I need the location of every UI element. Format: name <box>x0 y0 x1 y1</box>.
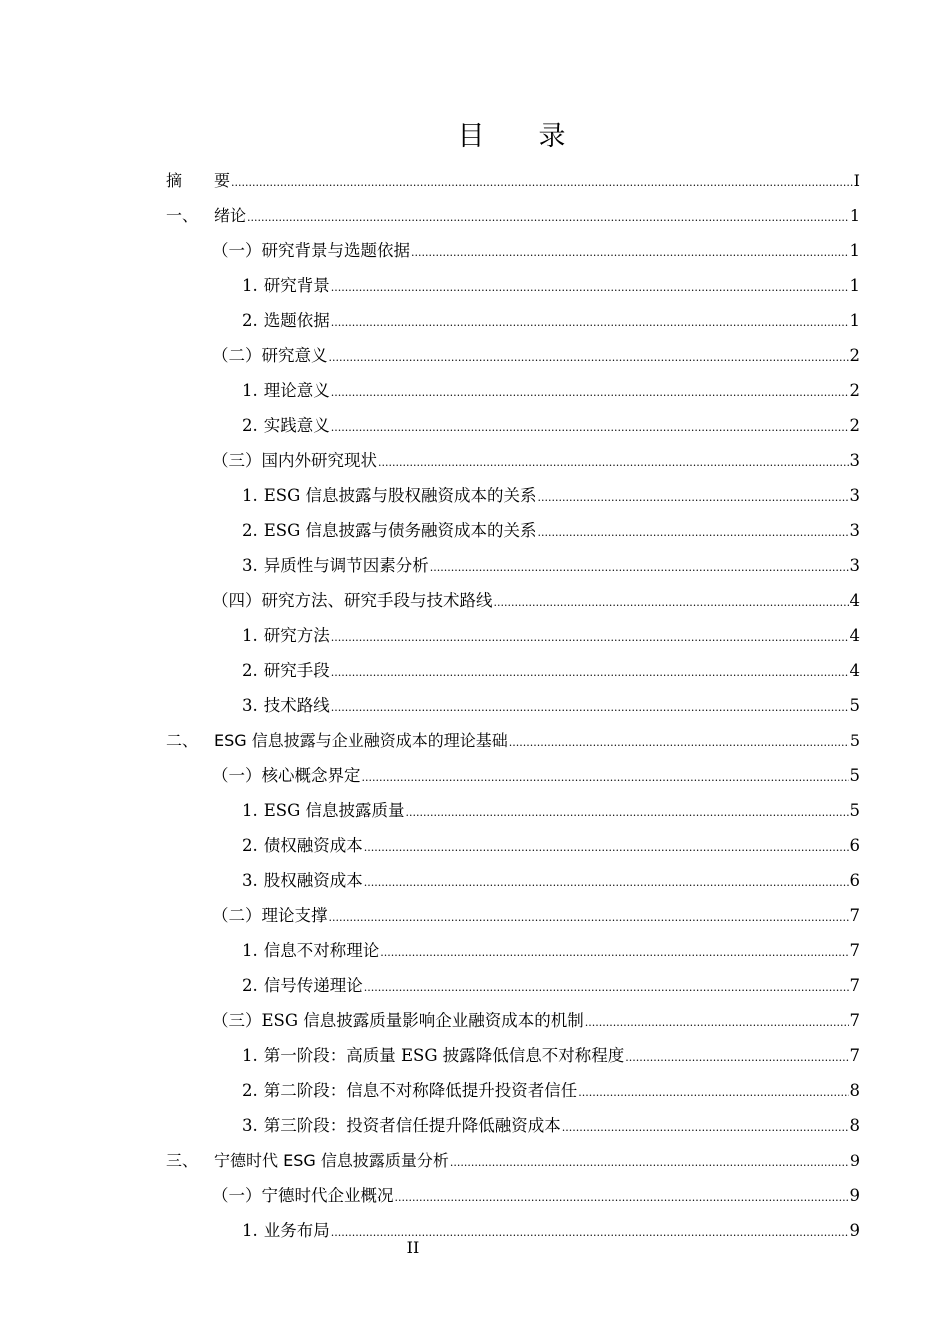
page-title-left: 目 <box>457 121 487 152</box>
toc-entry[interactable] <box>242 542 860 577</box>
toc-entry-label: 核心概念界定 <box>261 766 361 785</box>
toc-dot-leader <box>538 525 849 541</box>
toc-entry-number: 3. <box>242 1116 258 1135</box>
toc-entry-number: （一） <box>212 241 262 260</box>
toc-entry-label: 宁德时代 ESG 信息披露质量分析 <box>214 1151 449 1170</box>
toc-entry-number: （三） <box>212 451 262 470</box>
toc-entry-label: 理论意义 <box>263 381 330 400</box>
toc-entry-page: 4 <box>849 591 860 610</box>
toc-entry-page: 2 <box>849 416 860 435</box>
toc-entry[interactable] <box>212 997 860 1032</box>
toc-dot-leader <box>331 315 849 331</box>
toc-entry-page: 5 <box>849 696 860 715</box>
toc-dot-leader <box>562 1120 849 1136</box>
toc-entry-page: 7 <box>849 941 860 960</box>
toc-entry-page: 9 <box>849 1221 860 1240</box>
toc-entry[interactable] <box>242 367 860 402</box>
toc-entry-page: 9 <box>849 1186 860 1205</box>
toc-entry-number: 3. <box>242 871 258 890</box>
toc-entry-label: 理论支撑 <box>261 906 328 925</box>
toc-entry[interactable] <box>166 157 860 192</box>
toc-entry-page: 7 <box>849 906 860 925</box>
toc-entry-number: 2. <box>242 661 258 680</box>
toc-entry-page: 8 <box>849 1116 860 1135</box>
toc-entry[interactable] <box>212 752 860 787</box>
toc-entry-page: 5 <box>849 731 860 750</box>
toc-dot-leader <box>585 1015 849 1031</box>
toc-entry-label: ESG 信息披露质量 <box>263 801 405 820</box>
toc-entry[interactable] <box>242 647 860 682</box>
toc-entry-label: 研究方法、研究手段与技术路线 <box>261 591 493 610</box>
toc-entry-page: 4 <box>849 661 860 680</box>
toc-entry[interactable] <box>242 1032 860 1067</box>
page-title <box>0 114 950 153</box>
toc-entry-label: 股权融资成本 <box>263 871 363 890</box>
toc-dot-leader <box>231 175 853 191</box>
toc-entry-label: 研究意义 <box>261 346 328 365</box>
toc-dot-leader <box>430 560 849 576</box>
toc-entry-number: （三） <box>212 1011 262 1030</box>
toc-entry-label: 宁德时代企业概况 <box>261 1186 394 1205</box>
toc-entry-label: 异质性与调节因素分析 <box>263 556 429 575</box>
toc-entry-page: 9 <box>849 1151 860 1170</box>
toc-entry-label: ESG 信息披露与企业融资成本的理论基础 <box>214 731 508 750</box>
toc-entry-number: 1. <box>242 381 258 400</box>
toc-dot-leader <box>538 490 849 506</box>
toc-entry[interactable] <box>242 1102 860 1137</box>
toc-dot-leader <box>378 455 849 471</box>
toc-entry-number: 2. <box>242 976 258 995</box>
toc-entry-page: 1 <box>849 206 860 225</box>
toc-entry-number: 1. <box>242 801 258 820</box>
toc-entry-number: 3. <box>242 556 258 575</box>
toc-entry-label: 信号传递理论 <box>263 976 363 995</box>
toc-entry-number: 三、 <box>166 1151 199 1170</box>
toc-entry[interactable] <box>212 437 860 472</box>
toc-entry[interactable] <box>242 507 860 542</box>
toc-entry-label: 第一阶段：高质量 ESG 披露降低信息不对称程度 <box>263 1046 625 1065</box>
toc-entry[interactable] <box>242 402 860 437</box>
toc-dot-leader <box>247 210 849 226</box>
toc-dot-leader <box>331 665 849 681</box>
toc-entry-number: （二） <box>212 906 262 925</box>
toc-entry-page: 2 <box>849 381 860 400</box>
toc-entry[interactable] <box>212 1172 860 1207</box>
toc-dot-leader <box>395 1190 849 1206</box>
toc-entry-number: （四） <box>212 591 262 610</box>
page-number: II <box>406 1238 420 1257</box>
toc-entry[interactable] <box>242 927 860 962</box>
toc-entry[interactable] <box>242 962 860 997</box>
toc-entry-label: 第三阶段：投资者信任提升降低融资成本 <box>263 1116 561 1135</box>
toc-entry-number: 二、 <box>166 731 199 750</box>
toc-entry[interactable] <box>212 577 860 612</box>
toc-entry[interactable] <box>166 717 860 752</box>
toc-dot-leader <box>364 980 849 996</box>
toc-dot-leader <box>509 735 849 751</box>
toc-entry-page: I <box>853 171 860 190</box>
toc-entry-page: 4 <box>849 626 860 645</box>
toc-entry-label: 技术路线 <box>263 696 330 715</box>
toc-entry-page: 5 <box>849 801 860 820</box>
toc-entry-label: 国内外研究现状 <box>261 451 377 470</box>
toc-entry-page: 8 <box>849 1081 860 1100</box>
toc-entry-number: 1. <box>242 276 258 295</box>
toc-entry-label: 信息不对称理论 <box>263 941 380 960</box>
toc-entry-label: 研究背景与选题依据 <box>261 241 410 260</box>
toc-entry-number: 1. <box>242 626 258 645</box>
toc-entry-page: 3 <box>849 486 860 505</box>
toc-dot-leader <box>329 910 849 926</box>
toc-entry[interactable] <box>166 192 860 227</box>
toc-entry-number: （二） <box>212 346 262 365</box>
toc-dot-leader <box>364 840 849 856</box>
toc-entry-label: 研究手段 <box>263 661 330 680</box>
toc-entry-number: （一） <box>212 766 262 785</box>
toc-entry[interactable] <box>242 612 860 647</box>
toc-entry-label: 第二阶段：信息不对称降低提升投资者信任 <box>263 1081 578 1100</box>
toc-entry-page: 3 <box>849 451 860 470</box>
toc-dot-leader <box>331 700 849 716</box>
toc-dot-leader <box>329 350 849 366</box>
toc-entry-page: 1 <box>849 311 860 330</box>
toc-dot-leader <box>411 245 849 261</box>
toc-entry-number: 3. <box>242 696 258 715</box>
toc-entry-label: 绪论 <box>214 206 247 225</box>
toc-entry[interactable] <box>242 822 860 857</box>
toc-dot-leader <box>364 875 849 891</box>
toc-entry-label: 选题依据 <box>263 311 330 330</box>
toc-entry-label: ESG 信息披露与股权融资成本的关系 <box>263 486 537 505</box>
toc-entry-number: 1. <box>242 486 258 505</box>
toc-entry-page: 6 <box>849 836 860 855</box>
toc-entry[interactable] <box>242 787 860 822</box>
toc-entry-number: 2. <box>242 836 258 855</box>
toc-entry-number: 1. <box>242 941 258 960</box>
toc-entry[interactable] <box>242 1067 860 1102</box>
toc-entry-label: 研究方法 <box>263 626 330 645</box>
toc-entry-page: 7 <box>849 976 860 995</box>
toc-entry-page: 1 <box>849 241 860 260</box>
toc-entry-label: 业务布局 <box>263 1221 330 1240</box>
toc-dot-leader <box>331 420 849 436</box>
toc-entry[interactable] <box>212 227 860 262</box>
toc-entry[interactable] <box>166 1137 860 1172</box>
toc-dot-leader <box>331 630 849 646</box>
toc-entry[interactable] <box>242 1207 860 1242</box>
toc-entry-label: ESG 信息披露与债务融资成本的关系 <box>263 521 537 540</box>
toc-dot-leader <box>450 1155 849 1171</box>
toc-dot-leader <box>380 945 848 961</box>
toc-entry-number: 2. <box>242 311 258 330</box>
toc-entry-page: 1 <box>849 276 860 295</box>
toc-entry-number: 2. <box>242 416 258 435</box>
toc-dot-leader <box>331 280 849 296</box>
toc-entry-page: 6 <box>849 871 860 890</box>
toc-dot-leader <box>625 1050 848 1066</box>
toc-entry-number: 1. <box>242 1221 258 1240</box>
toc-entry-label: ESG 信息披露质量影响企业融资成本的机制 <box>261 1011 584 1030</box>
toc-entry-page: 7 <box>849 1011 860 1030</box>
toc-entry-page: 3 <box>849 521 860 540</box>
toc-dot-leader <box>406 805 849 821</box>
page-title-right: 录 <box>538 121 568 152</box>
toc-entry-label: 实践意义 <box>263 416 330 435</box>
toc-entry[interactable] <box>242 857 860 892</box>
toc-entry[interactable] <box>242 472 860 507</box>
toc-dot-leader <box>578 1085 848 1101</box>
toc-entry-label: 要 <box>214 171 231 190</box>
toc-entry-page: 7 <box>849 1046 860 1065</box>
toc-entry-number: （一） <box>212 1186 262 1205</box>
toc-dot-leader <box>331 385 849 401</box>
toc-entry-label: 研究背景 <box>263 276 330 295</box>
toc-entry-number: 摘 <box>166 171 199 190</box>
toc-entry-number: 1. <box>242 1046 258 1065</box>
toc-entry-number: 2. <box>242 521 258 540</box>
toc-entry[interactable] <box>242 262 860 297</box>
toc-entry-label: 债权融资成本 <box>263 836 363 855</box>
toc-entry[interactable] <box>212 332 860 367</box>
toc-entry-number: 2. <box>242 1081 258 1100</box>
toc-dot-leader <box>362 770 849 786</box>
toc-entry[interactable] <box>242 297 860 332</box>
toc-entry[interactable] <box>212 892 860 927</box>
toc-entry-page: 2 <box>849 346 860 365</box>
toc-dot-leader <box>494 595 849 611</box>
toc-entry-page: 5 <box>849 766 860 785</box>
toc-entry[interactable] <box>242 682 860 717</box>
toc-entry-page: 3 <box>849 556 860 575</box>
toc-entry-number: 一、 <box>166 206 199 225</box>
